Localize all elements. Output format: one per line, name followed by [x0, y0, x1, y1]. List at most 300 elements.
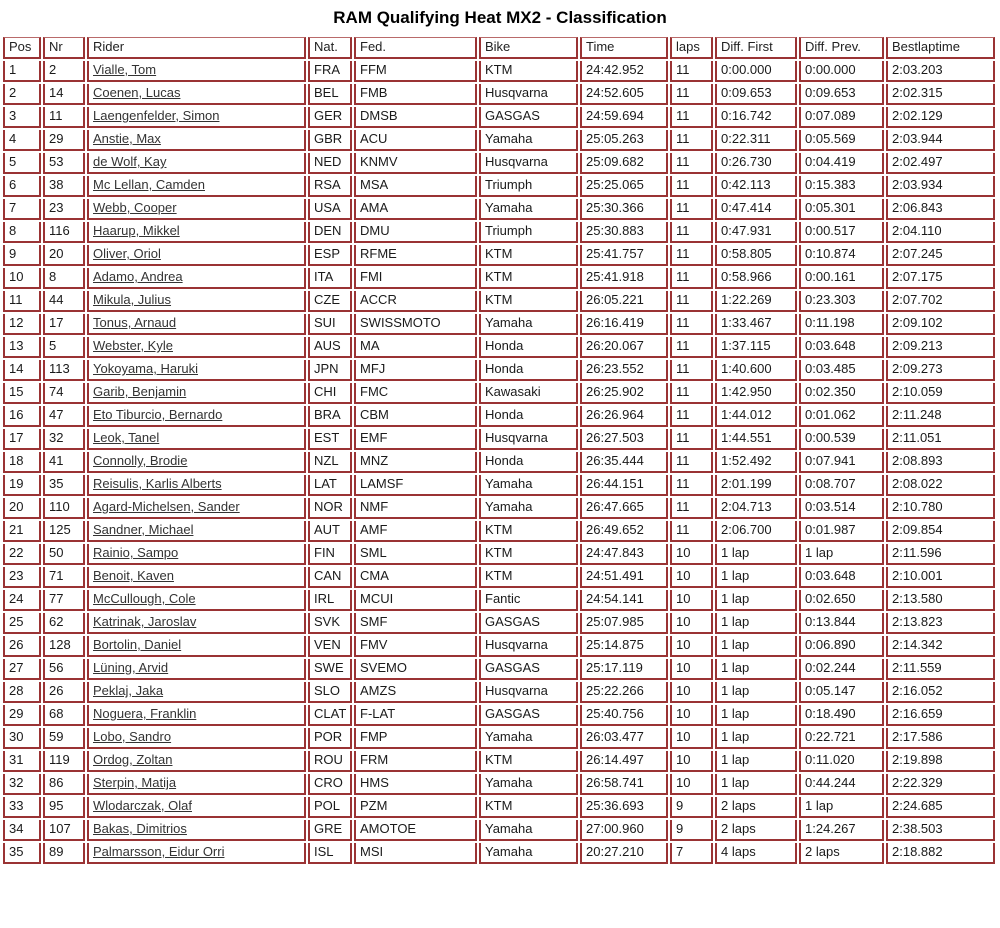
cell-nr: 68 [43, 705, 85, 726]
cell-rider [87, 567, 306, 588]
cell-rider [87, 659, 306, 680]
header-row [3, 37, 995, 59]
cell-laps: 10 [670, 636, 713, 657]
cell-bike: Yamaha [479, 475, 578, 496]
column-header-bike: Bike [479, 37, 578, 59]
table-row [3, 383, 995, 404]
cell-pos: 17 [3, 429, 41, 450]
cell-fed: SVEMO [354, 659, 477, 680]
cell-laps: 10 [670, 590, 713, 611]
cell-nr: 89 [43, 843, 85, 864]
rider-link[interactable]: Oliver, Oriol [93, 246, 161, 261]
cell-laps: 11 [670, 498, 713, 519]
cell-best: 2:17.586 [886, 728, 995, 749]
cell-diff_prev: 0:11.198 [799, 314, 884, 335]
cell-diff_prev: 0:13.844 [799, 613, 884, 634]
cell-rider [87, 199, 306, 220]
cell-diff_prev: 1 lap [799, 544, 884, 565]
cell-laps: 11 [670, 176, 713, 197]
table-row [3, 797, 995, 818]
cell-pos: 21 [3, 521, 41, 542]
cell-bike: Husqvarna [479, 153, 578, 174]
rider-link[interactable]: Bakas, Dimitrios [93, 821, 187, 836]
cell-bike: Yamaha [479, 728, 578, 749]
cell-diff_first: 0:47.931 [715, 222, 797, 243]
rider-link[interactable]: Garib, Benjamin [93, 384, 187, 399]
cell-bike: Triumph [479, 222, 578, 243]
cell-rider [87, 820, 306, 841]
cell-nat: VEN [308, 636, 352, 657]
table-row [3, 107, 995, 128]
cell-diff_first: 1 lap [715, 636, 797, 657]
cell-nr: 41 [43, 452, 85, 473]
cell-diff_prev: 0:15.383 [799, 176, 884, 197]
cell-bike: GASGAS [479, 659, 578, 680]
rider-link[interactable]: Ordog, Zoltan [93, 752, 173, 767]
cell-bike: KTM [479, 567, 578, 588]
cell-best: 2:16.052 [886, 682, 995, 703]
cell-best: 2:11.559 [886, 659, 995, 680]
table-row [3, 567, 995, 588]
cell-laps: 10 [670, 544, 713, 565]
rider-link[interactable]: Lobo, Sandro [93, 729, 172, 744]
cell-rider [87, 797, 306, 818]
cell-bike: Yamaha [479, 820, 578, 841]
cell-time: 26:26.964 [580, 406, 668, 427]
cell-pos: 4 [3, 130, 41, 151]
cell-time: 27:00.960 [580, 820, 668, 841]
cell-time: 26:05.221 [580, 291, 668, 312]
table-row [3, 199, 995, 220]
cell-fed: MA [354, 337, 477, 358]
cell-diff_prev: 0:00.517 [799, 222, 884, 243]
cell-best: 2:03.944 [886, 130, 995, 151]
cell-rider [87, 728, 306, 749]
cell-pos: 33 [3, 797, 41, 818]
cell-best: 2:19.898 [886, 751, 995, 772]
cell-nr: 38 [43, 176, 85, 197]
cell-diff_prev: 0:09.653 [799, 84, 884, 105]
cell-diff_prev: 0:23.303 [799, 291, 884, 312]
cell-time: 25:30.366 [580, 199, 668, 220]
cell-diff_first: 0:16.742 [715, 107, 797, 128]
cell-best: 2:16.659 [886, 705, 995, 726]
cell-nat: NOR [308, 498, 352, 519]
rider-link[interactable]: Reisulis, Karlis Alberts [93, 476, 222, 491]
cell-best: 2:06.843 [886, 199, 995, 220]
cell-nat: USA [308, 199, 352, 220]
cell-rider [87, 84, 306, 105]
cell-nr: 59 [43, 728, 85, 749]
cell-nat: CRO [308, 774, 352, 795]
rider-link[interactable]: Rainio, Sampo [93, 545, 179, 560]
cell-rider [87, 176, 306, 197]
cell-nat: BEL [308, 84, 352, 105]
cell-nat: CHI [308, 383, 352, 404]
cell-fed: FMV [354, 636, 477, 657]
cell-best: 2:38.503 [886, 820, 995, 841]
table-row [3, 590, 995, 611]
cell-laps: 10 [670, 567, 713, 588]
cell-bike: KTM [479, 797, 578, 818]
cell-diff_prev: 1 lap [799, 797, 884, 818]
cell-pos: 2 [3, 84, 41, 105]
cell-diff_prev: 0:04.419 [799, 153, 884, 174]
cell-pos: 6 [3, 176, 41, 197]
cell-fed: AMF [354, 521, 477, 542]
cell-nat: CLAT [308, 705, 352, 726]
cell-nr: 23 [43, 199, 85, 220]
cell-fed: SML [354, 544, 477, 565]
table-row [3, 222, 995, 243]
rider-link[interactable]: Webb, Cooper [93, 200, 177, 215]
rider-link[interactable]: Leok, Tanel [93, 430, 160, 445]
cell-nr: 71 [43, 567, 85, 588]
table-row [3, 521, 995, 542]
cell-pos: 11 [3, 291, 41, 312]
column-header-diff_first: Diff. First [715, 37, 797, 59]
rider-link[interactable]: Palmarsson, Eidur Orri [93, 844, 225, 859]
cell-bike: KTM [479, 268, 578, 289]
cell-nat: SUI [308, 314, 352, 335]
cell-rider [87, 613, 306, 634]
cell-best: 2:08.893 [886, 452, 995, 473]
cell-diff_first: 1:44.012 [715, 406, 797, 427]
cell-best: 2:10.059 [886, 383, 995, 404]
cell-nr: 29 [43, 130, 85, 151]
cell-diff_first: 1:22.269 [715, 291, 797, 312]
cell-time: 26:27.503 [580, 429, 668, 450]
cell-rider [87, 636, 306, 657]
cell-laps: 11 [670, 199, 713, 220]
cell-pos: 28 [3, 682, 41, 703]
cell-pos: 31 [3, 751, 41, 772]
cell-diff_first: 2:04.713 [715, 498, 797, 519]
cell-laps: 11 [670, 130, 713, 151]
table-row [3, 475, 995, 496]
cell-laps: 11 [670, 61, 713, 82]
cell-diff_first: 2:01.199 [715, 475, 797, 496]
cell-fed: ACU [354, 130, 477, 151]
table-row [3, 498, 995, 519]
rider-link[interactable]: Vialle, Tom [93, 62, 157, 77]
cell-diff_prev: 0:05.147 [799, 682, 884, 703]
cell-bike: Kawasaki [479, 383, 578, 404]
cell-nat: CAN [308, 567, 352, 588]
rider-link[interactable]: Mc Lellan, Camden [93, 177, 205, 192]
cell-best: 2:07.702 [886, 291, 995, 312]
cell-pos: 1 [3, 61, 41, 82]
cell-fed: CBM [354, 406, 477, 427]
cell-rider [87, 245, 306, 266]
cell-pos: 5 [3, 153, 41, 174]
cell-time: 26:47.665 [580, 498, 668, 519]
cell-diff_prev: 0:00.000 [799, 61, 884, 82]
cell-rider [87, 452, 306, 473]
cell-time: 26:49.652 [580, 521, 668, 542]
cell-pos: 9 [3, 245, 41, 266]
cell-nr: 107 [43, 820, 85, 841]
cell-pos: 15 [3, 383, 41, 404]
table-row [3, 314, 995, 335]
cell-best: 2:24.685 [886, 797, 995, 818]
cell-bike: GASGAS [479, 107, 578, 128]
cell-pos: 3 [3, 107, 41, 128]
cell-fed: SMF [354, 613, 477, 634]
cell-nat: LAT [308, 475, 352, 496]
cell-nr: 20 [43, 245, 85, 266]
cell-pos: 20 [3, 498, 41, 519]
rider-link[interactable]: Peklaj, Jaka [93, 683, 164, 698]
table-row [3, 61, 995, 82]
rider-link[interactable]: Yokoyama, Haruki [93, 361, 199, 376]
cell-time: 26:25.902 [580, 383, 668, 404]
cell-pos: 34 [3, 820, 41, 841]
cell-pos: 12 [3, 314, 41, 335]
rider-link[interactable]: Tonus, Arnaud [93, 315, 177, 330]
cell-bike: Husqvarna [479, 429, 578, 450]
cell-laps: 11 [670, 452, 713, 473]
cell-pos: 26 [3, 636, 41, 657]
table-row [3, 268, 995, 289]
cell-pos: 29 [3, 705, 41, 726]
cell-laps: 11 [670, 291, 713, 312]
cell-laps: 9 [670, 797, 713, 818]
cell-time: 25:36.693 [580, 797, 668, 818]
cell-diff_prev: 0:02.350 [799, 383, 884, 404]
cell-nr: 53 [43, 153, 85, 174]
cell-fed: F-LAT [354, 705, 477, 726]
column-header-rider: Rider [87, 37, 306, 59]
cell-time: 26:58.741 [580, 774, 668, 795]
table-row [3, 843, 995, 864]
cell-nr: 47 [43, 406, 85, 427]
cell-best: 2:11.248 [886, 406, 995, 427]
cell-fed: FMC [354, 383, 477, 404]
cell-diff_prev: 0:07.941 [799, 452, 884, 473]
cell-laps: 11 [670, 360, 713, 381]
column-header-nr: Nr [43, 37, 85, 59]
cell-pos: 10 [3, 268, 41, 289]
cell-diff_prev: 0:01.062 [799, 406, 884, 427]
rider-link[interactable]: Eto Tiburcio, Bernardo [93, 407, 223, 422]
cell-nr: 125 [43, 521, 85, 542]
cell-bike: Honda [479, 360, 578, 381]
rider-link[interactable]: Benoit, Kaven [93, 568, 174, 583]
cell-diff_first: 0:47.414 [715, 199, 797, 220]
table-body [3, 61, 995, 864]
cell-nat: AUT [308, 521, 352, 542]
cell-pos: 22 [3, 544, 41, 565]
cell-rider [87, 107, 306, 128]
rider-link[interactable]: Connolly, Brodie [93, 453, 188, 468]
rider-link[interactable]: Mikula, Julius [93, 292, 172, 307]
cell-bike: GASGAS [479, 705, 578, 726]
cell-diff_first: 1 lap [715, 728, 797, 749]
cell-rider [87, 544, 306, 565]
cell-diff_prev: 0:06.890 [799, 636, 884, 657]
cell-nr: 113 [43, 360, 85, 381]
cell-diff_first: 1 lap [715, 682, 797, 703]
cell-fed: MSA [354, 176, 477, 197]
cell-diff_prev: 0:03.485 [799, 360, 884, 381]
cell-nr: 14 [43, 84, 85, 105]
cell-diff_first: 2:06.700 [715, 521, 797, 542]
cell-nat: SLO [308, 682, 352, 703]
cell-nat: GRE [308, 820, 352, 841]
rider-link[interactable]: McCullough, Cole [93, 591, 196, 606]
table-row [3, 337, 995, 358]
rider-link[interactable]: Laengenfelder, Simon [93, 108, 220, 123]
cell-fed: MNZ [354, 452, 477, 473]
cell-time: 25:41.757 [580, 245, 668, 266]
cell-laps: 10 [670, 613, 713, 634]
cell-rider [87, 383, 306, 404]
cell-time: 25:30.883 [580, 222, 668, 243]
cell-pos: 25 [3, 613, 41, 634]
cell-nat: AUS [308, 337, 352, 358]
cell-time: 20:27.210 [580, 843, 668, 864]
rider-link[interactable]: Katrinak, Jaroslav [93, 614, 197, 629]
cell-laps: 10 [670, 659, 713, 680]
cell-nat: ITA [308, 268, 352, 289]
cell-diff_prev: 0:11.020 [799, 751, 884, 772]
rider-link[interactable]: Lüning, Arvid [93, 660, 169, 675]
cell-time: 25:25.065 [580, 176, 668, 197]
cell-laps: 9 [670, 820, 713, 841]
cell-bike: Yamaha [479, 130, 578, 151]
cell-best: 2:11.596 [886, 544, 995, 565]
cell-nr: 11 [43, 107, 85, 128]
cell-time: 24:54.141 [580, 590, 668, 611]
cell-bike: Yamaha [479, 498, 578, 519]
rider-link[interactable]: Webster, Kyle [93, 338, 173, 353]
cell-pos: 14 [3, 360, 41, 381]
cell-rider [87, 360, 306, 381]
cell-nat: RSA [308, 176, 352, 197]
cell-diff_prev: 0:02.650 [799, 590, 884, 611]
cell-diff_first: 1:42.950 [715, 383, 797, 404]
cell-rider [87, 153, 306, 174]
cell-fed: FMB [354, 84, 477, 105]
cell-diff_prev: 0:01.987 [799, 521, 884, 542]
cell-fed: SWISSMOTO [354, 314, 477, 335]
cell-nat: BRA [308, 406, 352, 427]
cell-nr: 32 [43, 429, 85, 450]
cell-diff_first: 1:37.115 [715, 337, 797, 358]
table-row [3, 406, 995, 427]
cell-fed: AMOTOE [354, 820, 477, 841]
cell-laps: 10 [670, 751, 713, 772]
cell-bike: KTM [479, 245, 578, 266]
rider-link[interactable]: Anstie, Max [93, 131, 161, 146]
cell-laps: 11 [670, 314, 713, 335]
cell-time: 25:14.875 [580, 636, 668, 657]
cell-diff_prev: 0:22.721 [799, 728, 884, 749]
cell-laps: 11 [670, 153, 713, 174]
cell-diff_prev: 0:18.490 [799, 705, 884, 726]
column-header-best: Bestlaptime [886, 37, 995, 59]
cell-rider [87, 61, 306, 82]
cell-bike: Honda [479, 337, 578, 358]
rider-link[interactable]: Sandner, Michael [93, 522, 194, 537]
cell-best: 2:10.001 [886, 567, 995, 588]
table-row [3, 245, 995, 266]
cell-laps: 10 [670, 705, 713, 726]
rider-link[interactable]: Noguera, Franklin [93, 706, 197, 721]
cell-fed: FFM [354, 61, 477, 82]
cell-fed: AMA [354, 199, 477, 220]
table-row [3, 659, 995, 680]
cell-rider [87, 130, 306, 151]
cell-diff_first: 1 lap [715, 751, 797, 772]
table-row [3, 130, 995, 151]
cell-diff_prev: 0:03.648 [799, 337, 884, 358]
cell-nr: 5 [43, 337, 85, 358]
cell-best: 2:08.022 [886, 475, 995, 496]
cell-diff_first: 2 laps [715, 797, 797, 818]
cell-fed: MSI [354, 843, 477, 864]
cell-laps: 11 [670, 521, 713, 542]
rider-link[interactable]: Bortolin, Daniel [93, 637, 182, 652]
cell-diff_first: 1 lap [715, 659, 797, 680]
table-row [3, 705, 995, 726]
cell-diff_prev: 0:00.539 [799, 429, 884, 450]
rider-link[interactable]: Wlodarczak, Olaf [93, 798, 192, 813]
cell-fed: ACCR [354, 291, 477, 312]
table-row [3, 452, 995, 473]
cell-diff_first: 1 lap [715, 590, 797, 611]
table-row [3, 636, 995, 657]
cell-nr: 62 [43, 613, 85, 634]
cell-fed: NMF [354, 498, 477, 519]
cell-pos: 27 [3, 659, 41, 680]
rider-link[interactable]: Adamo, Andrea [93, 269, 183, 284]
cell-laps: 11 [670, 107, 713, 128]
cell-nr: 110 [43, 498, 85, 519]
cell-bike: Yamaha [479, 199, 578, 220]
cell-bike: Triumph [479, 176, 578, 197]
cell-laps: 11 [670, 429, 713, 450]
cell-nr: 128 [43, 636, 85, 657]
cell-time: 26:03.477 [580, 728, 668, 749]
cell-time: 25:40.756 [580, 705, 668, 726]
cell-diff_prev: 0:44.244 [799, 774, 884, 795]
cell-time: 25:17.119 [580, 659, 668, 680]
cell-nat: POL [308, 797, 352, 818]
cell-bike: KTM [479, 61, 578, 82]
rider-link[interactable]: de Wolf, Kay [93, 154, 167, 169]
cell-time: 24:51.491 [580, 567, 668, 588]
rider-link[interactable]: Agard-Michelsen, Sander [93, 499, 240, 514]
cell-time: 24:42.952 [580, 61, 668, 82]
cell-diff_first: 4 laps [715, 843, 797, 864]
cell-diff_first: 0:22.311 [715, 130, 797, 151]
cell-best: 2:13.580 [886, 590, 995, 611]
cell-nr: 8 [43, 268, 85, 289]
cell-laps: 11 [670, 337, 713, 358]
cell-diff_first: 1 lap [715, 705, 797, 726]
rider-link[interactable]: Coenen, Lucas [93, 85, 181, 100]
cell-best: 2:09.273 [886, 360, 995, 381]
rider-link[interactable]: Sterpin, Matija [93, 775, 177, 790]
cell-nr: 86 [43, 774, 85, 795]
cell-diff_first: 1 lap [715, 567, 797, 588]
cell-nat: IRL [308, 590, 352, 611]
cell-time: 25:05.263 [580, 130, 668, 151]
rider-link[interactable]: Haarup, Mikkel [93, 223, 180, 238]
cell-nr: 116 [43, 222, 85, 243]
